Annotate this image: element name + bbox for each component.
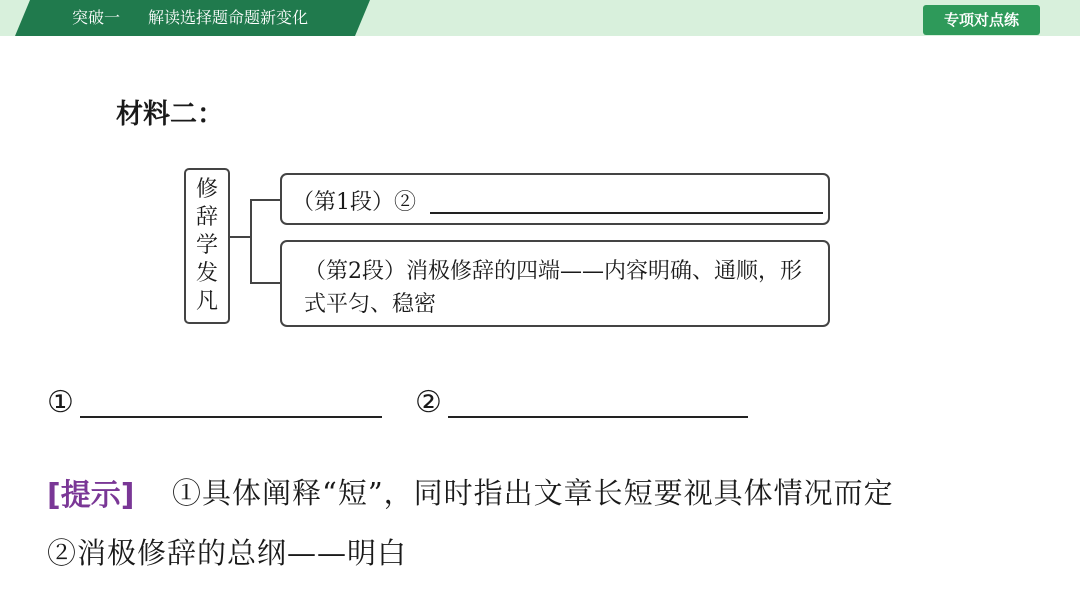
branch2-text: （第2段）消极修辞的四端——内容明确、通顺，形式平匀、稳密 bbox=[304, 259, 802, 317]
blank-marker-one: ① bbox=[47, 385, 74, 420]
diagram-root-box bbox=[184, 168, 230, 324]
practice-button[interactable]: 专项对点练 bbox=[923, 5, 1040, 35]
diagram-branch2-box bbox=[280, 240, 830, 327]
hint-label: [提示] bbox=[47, 478, 135, 513]
blank-marker-two: ② bbox=[415, 385, 442, 420]
branch1-text: （第1段）② bbox=[292, 190, 416, 215]
branch1-blank-line[interactable] bbox=[430, 212, 823, 214]
hint-text-line2: ②消极修辞的总纲——明白 bbox=[47, 536, 408, 570]
hint-text-line1: ①具体阐释“短”，同时指出文章长短要视具体情况而定 bbox=[172, 476, 894, 510]
material-heading: 材料二： bbox=[116, 99, 224, 130]
answer-blank-one[interactable] bbox=[80, 416, 382, 418]
root-char: 凡 bbox=[195, 289, 218, 314]
answer-blank-two[interactable] bbox=[448, 416, 748, 418]
connector-stem bbox=[230, 236, 251, 238]
root-char: 学 bbox=[195, 233, 218, 258]
connector-branch1 bbox=[250, 199, 280, 201]
root-char: 辞 bbox=[195, 205, 218, 230]
diagram-branch1-box bbox=[280, 173, 830, 225]
connector-branch2 bbox=[250, 282, 280, 284]
root-char: 发 bbox=[195, 261, 218, 286]
breadcrumb-section[interactable]: 突破一 bbox=[72, 8, 121, 27]
breadcrumb-title[interactable]: 解读选择题命题新变化 bbox=[148, 8, 309, 27]
root-char: 修 bbox=[195, 177, 218, 202]
top-banner bbox=[0, 0, 1080, 36]
connector-vertical bbox=[250, 199, 252, 283]
